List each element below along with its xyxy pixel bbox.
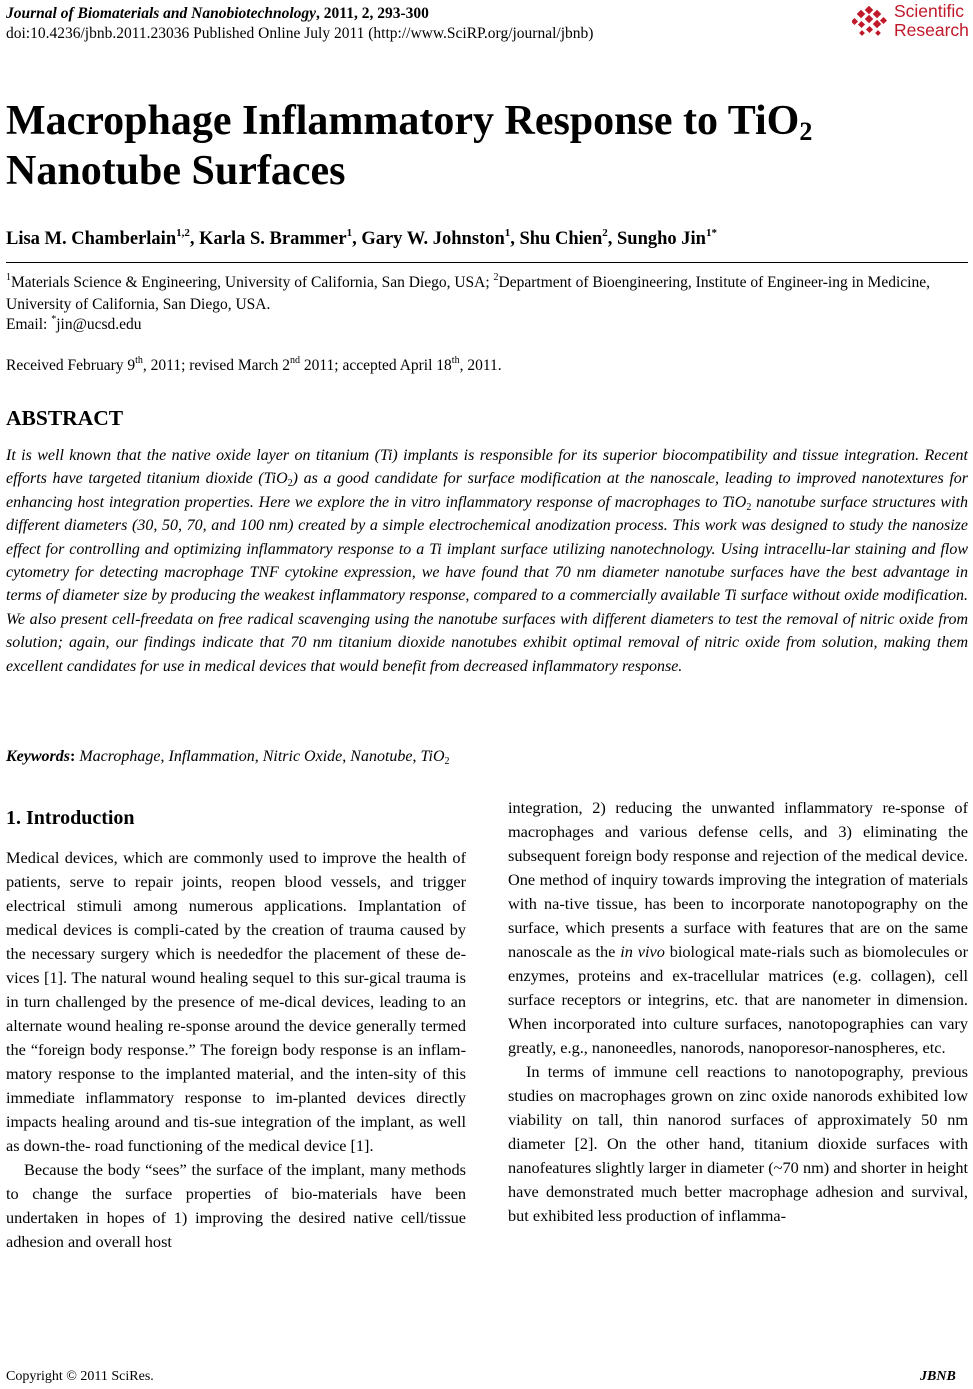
received-dates [6,356,502,376]
scientific-research-logo-icon [852,6,890,40]
title-line-1: Macrophage Inflammatory Response to TiO [6,98,800,144]
affil-sup: 2 [493,272,499,283]
author-name: Shu Chien [519,229,603,249]
abstract-text: Ti [379,447,393,464]
journal-name: Journal of Biomaterials and Nanobiotechnology [6,5,317,22]
abstract-subscript: 2 [287,478,293,490]
doi-line: doi:10.4236/jbnb.2011.23036 Published Online July 2011 (http://www.SciRP.org/journal/jbnb) [6,25,594,42]
footer-journal-abbr: JBNB [920,1369,956,1384]
author-affil-sup: 1 [346,227,353,239]
abstract-heading: ABSTRACT [6,406,124,430]
header-divider [6,262,968,263]
publisher-name [894,2,969,40]
abstract-text: , leading to improved nanotextures for enhancing host integration properties. Here we explore the in vitro inflammatory response of macrophages to TiO [6,470,969,511]
author-name: Sungho Jin [617,229,706,249]
email-sup: * [51,314,57,325]
paper-title [6,96,966,196]
author-name: Gary W. Johnston [361,229,505,249]
paragraph-text: integration, 2) reducing the unwanted inflammatory re-sponse of macrophages and various defense cells, and 3) eliminating the subsequent foreign body response and rejection of the medical device. One method of inquiry towards improving the integration of materials with na-tive tissue, has been to incorporate nanotopography on the surface, which presents a surface with features that are on the same nanoscale as the [508,798,968,961]
journal-citation [6,4,429,23]
year-text: , 2011. [459,357,502,374]
keyword: Nanotube [350,748,413,765]
keyword: Nitric Oxide [262,748,343,765]
keyword-separator: , [342,748,351,765]
logo-line-1: Scientific [894,1,965,21]
received-text: Received February 9 [6,357,136,374]
abstract-text: ) implants is responsible for its superior biocompatibility and tissue integration. Recent efforts have targeted titanium dioxide ( [6,447,968,488]
keyword-separator: , [160,748,169,765]
keyword: TiO [420,748,445,765]
italic-term: in vivo [620,942,665,961]
contact-email [6,315,142,335]
author-separator: , [189,229,200,249]
affiliations [6,272,968,316]
author-affil-sup: 2 [602,227,608,239]
footer-copyright: Copyright © 2011 SciRes. [6,1369,154,1384]
author-name: Karla S. Brammer [199,229,347,249]
author-list [6,228,717,250]
email-label: Email: [6,316,52,333]
keywords-label: Keywords [6,748,70,765]
affil-sup: 1 [6,272,11,283]
revised-text: , 2011; revised March 2 [142,357,290,374]
abstract-text: nanotube surface structures with different diameters (30, 50, 70, and 100 nm) created by a simple electrochemical anodization process. This work was designed to study the nanosize effect for controlling and optimizing inflammatory response to a Ti implant surface utilizing nanotechnology. Using intracellu-lar staining and flow cytometry for detecting macrophage TNF cytokine expression, we have found that 70 nm diameter nanotube surfaces have the best advantage in terms of diameter size by producing the weakest inflammatory response, compared to a commercially available Ti surface without oxide modification. We also present cell-freedata on free radical scavenging using the nanotube surfaces with different diameters to test the removal of nitric oxide from solution; again, our findings indicate that 70 nm titanium dioxide nanotubes exhibit optimal removal of nitric oxide from solution, making them excellent candidates for use in medical devices that would benefit from decreased inflammatory response. [6,493,968,675]
right-column [508,796,968,1228]
author-separator: , [607,229,618,249]
email-address[interactable]: jin@ucsd.edu [56,316,142,333]
author-name: Lisa M. Chamberlain [6,229,177,249]
keyword: Inflammation [168,748,255,765]
journal-volume: , 2011, 2, 293-300 [316,5,429,22]
paragraph: In terms of immune cell reactions to nanotopography, previous studies on macrophages grown on zinc oxide nanorods exhibited low viability on tall, thin nanorod surfaces of approximately 50 nm diameter [2]. On the other hand, titanium dioxide surfaces with nanofeatures slightly larger in diameter (~70 nm) and shorter in height have demonstrated much better macrophage adhesion and survival, but exhibited less production of inflamma- [508,1062,968,1225]
section-heading-introduction: 1. Introduction [6,807,135,829]
ordinal-sup: th [135,355,143,366]
affiliation-1: Materials Science & Engineering, University of California, San Diego, USA; [11,274,494,291]
logo-line-2: Research [894,20,969,40]
abstract-subscript: 2 [746,501,752,513]
left-column [6,846,466,1254]
paragraph: Because the body “sees” the surface of the implant, many methods to change the surface properties of bio-materials have been undertaken in hopes of 1) improving the desired native cell/tissue adhesion and overall host [6,1160,466,1251]
abstract-text: ) as a good candidate for surface modification at the nanoscale [292,470,715,488]
keyword-subscript: 2 [444,756,450,767]
abstract-text: TiO [263,470,288,488]
title-subscript: 2 [799,117,813,146]
keyword-separator: , [412,748,421,765]
author-affil-sup: 1 [504,227,511,239]
author-affil-sup: 1,2 [176,227,190,239]
author-affil-sup: 1* [705,227,717,239]
ordinal-sup: nd [289,355,300,366]
abstract-text: It is well known that the native oxide layer on titanium ( [6,447,380,464]
title-line-2: Nanotube Surfaces [6,148,346,194]
accepted-text: 2011; accepted April 18 [299,357,452,374]
ordinal-sup: th [451,355,460,366]
paragraph-text: biological mate-rials such as biomolecules or enzymes, proteins and ex-tracellular matrices (e.g. collagen), cell surface receptors or integrins, etc. that are nanometer in dimension. When incorporated into culture surfaces, nanotopographies can vary greatly, e.g., nanoneedles, nanorods, nanoporesor-nanospheres, etc. [508,942,968,1057]
paragraph: Medical devices, which are commonly used to improve the health of patients, serve to repair joints, reopen blood vessels, and trigger electrical stimuli among numerous applications. Implantation of medical devices is compli-cated by the creation of trauma caused by the necessary surgery which is neededfor the placement of these de-vices [1]. The natural wound healing sequel to this sur-gical trauma is in turn challenged by the presence of me-dical devices, leading to an alternate wound healing re-sponse around the device generally termed the “foreign body response.” The foreign body response is an inflam-matory response to the implanted material, and the inten-sity of this immediate inflammatory response to im-planted devices directly impacts healing around and tis-sue integration of the implant, as well as down-the- road functioning of the medical device [1]. [6,848,466,1155]
abstract-body [6,444,968,678]
paragraph [508,796,968,1060]
keywords [6,746,450,768]
keyword: Macrophage [79,748,161,765]
affiliation-2: Department of Bioengineering, Institute of Engineer-ing in Medicine, University of California, San Diego, USA. [6,274,930,313]
publisher-logo [852,2,972,42]
keyword-separator: , [254,748,263,765]
author-separator: , [352,229,362,249]
author-separator: , [510,229,520,249]
keywords-colon: : [70,748,80,765]
